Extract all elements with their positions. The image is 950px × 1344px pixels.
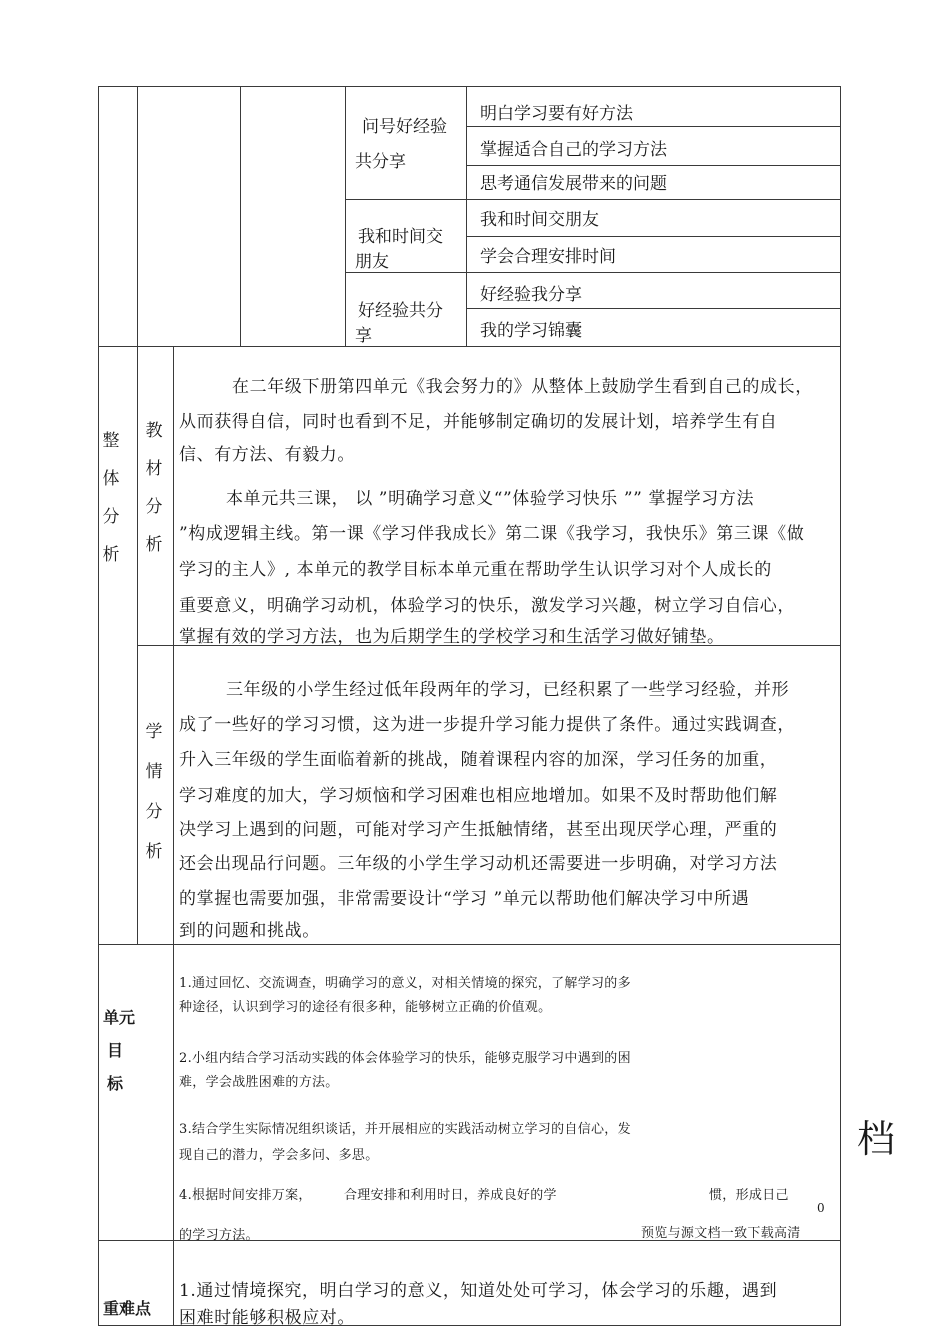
- group-item: 好经验我分享: [480, 285, 582, 305]
- learner-analysis-line: 还会出现品行问题。三年级的小学生学习动机还需要进一步明确，对学习方法: [179, 854, 778, 874]
- goal-4-right: 惯，形成日己: [709, 1188, 789, 1203]
- col-line: [173, 944, 174, 1326]
- overall-analysis-label: 整 体 分 析: [102, 431, 120, 565]
- key-points-line: 1.通过情境探究，明白学习的意义，知道处处可学习，体会学习的乐趣，遇到: [179, 1281, 778, 1301]
- textbook-paragraph-1-line: 在二年级下册第四单元《我会努力的》从整体上鼓励学生看到自己的成长，: [232, 377, 813, 397]
- row-line: [466, 165, 840, 166]
- row-line: [98, 944, 841, 945]
- preview-note: 预览与源文档一致下载高清: [641, 1226, 801, 1241]
- row-line: [466, 308, 840, 309]
- table-border-right: [840, 86, 841, 1326]
- learner-analysis-line: 升入三年级的学生面临着新的挑战，随着课程内容的加深，学习任务的加重，: [179, 750, 778, 770]
- side-watermark-char: 档: [857, 1117, 896, 1161]
- goal-1-line: 1.通过回忆、交流调查，明确学习的意义，对相关情境的探究，了解学习的多: [179, 976, 631, 991]
- col-line: [137, 86, 138, 346]
- col-line: [345, 86, 346, 346]
- page-number: 0: [817, 1201, 825, 1215]
- learner-analysis-line: 到的问题和挑战。: [179, 921, 320, 941]
- key-points-label: 重难点: [103, 1299, 152, 1318]
- table-border-left: [98, 86, 99, 1326]
- goal-3-line: 3.结合学生实际情况组织谈话，并开展相应的实践活动树立学习的自信心，发: [179, 1122, 631, 1137]
- learner-analysis-label: 学 情 分 析: [145, 722, 163, 862]
- unit-goals-label: 单元 目 标: [103, 1008, 136, 1093]
- group-title-1: 问号好经验: [362, 117, 447, 137]
- col-line: [466, 86, 467, 346]
- row-line: [466, 236, 840, 237]
- textbook-paragraph-2-line: 学习的主人》, 本单元的教学目标本单元重在帮助学生认识学习对个人成长的: [179, 560, 772, 580]
- key-points-line: 困难时能够积极应对。: [179, 1308, 355, 1328]
- group-item: 掌握适合自己的学习方法: [480, 140, 667, 160]
- table-border-top: [98, 86, 841, 87]
- row-line: [345, 272, 840, 273]
- learner-analysis-line: 决学习上遇到的问题，可能对学习产生抵触情绪，甚至出现厌学心理，严重的: [179, 820, 778, 840]
- goal-2-line: 2.小组内结合学习活动实践的体会体验学习的快乐，能够克服学习中遇到的困: [179, 1051, 631, 1066]
- learner-analysis-line: 成了一些好的学习习惯，这为进一步提升学习能力提供了条件。通过实践调查，: [179, 715, 795, 735]
- goal-1-line: 种途径，认识到学习的途径有很多种，能够树立正确的价值观。: [179, 1000, 552, 1015]
- row-line: [345, 199, 840, 200]
- col-line: [240, 86, 241, 346]
- learner-analysis-line: 学习难度的加大，学习烦恼和学习困难也相应地增加。如果不及时帮助他们解: [179, 786, 778, 806]
- textbook-paragraph-2-line: 重要意义，明确学习动机，体验学习的快乐，激发学习兴趣，树立学习自信心，: [179, 596, 795, 616]
- group-title-3-cont: 享: [355, 326, 372, 346]
- group-title-2-cont: 朋友: [355, 252, 389, 272]
- goal-4-end: 的学习方法。: [179, 1228, 259, 1243]
- goal-2-line: 难，学会战胜困难的方法。: [179, 1075, 339, 1090]
- group-item: 明白学习要有好方法: [480, 104, 633, 124]
- group-title-2: 我和时间交: [358, 227, 443, 247]
- textbook-analysis-label: 教 材 分 析: [145, 421, 163, 555]
- learner-analysis-line: 三年级的小学生经过低年段两年的学习，已经积累了一些学习经验，并形: [226, 680, 790, 700]
- group-item: 学会合理安排时间: [480, 247, 616, 267]
- row-line: [98, 346, 841, 347]
- group-item: 我的学习锦囊: [480, 321, 582, 341]
- textbook-paragraph-1-line: 从而获得自信，同时也看到不足，并能够制定确切的发展计划，培养学生有自: [179, 412, 778, 432]
- learner-analysis-line: 的掌握也需要加强，非常需要设计“学习 ”单元以帮助他们解决学习中所遇: [179, 889, 750, 909]
- goal-3-line: 现自己的潜力，学会多问、多思。: [179, 1148, 379, 1163]
- textbook-paragraph-2-line: 本单元共三课， 以 ”明确学习意义“”体验学习快乐 ”” 掌握学习方法: [226, 489, 755, 509]
- textbook-paragraph-2-line: 掌握有效的学习方法，也为后期学生的学校学习和生活学习做好铺垫。: [179, 627, 725, 647]
- row-line: [466, 126, 840, 127]
- textbook-paragraph-1-line: 信、有方法、有毅力。: [179, 445, 355, 465]
- goal-4-left: 4.根据时间安排万案，: [179, 1188, 312, 1203]
- group-item: 我和时间交朋友: [480, 210, 599, 230]
- group-title-1-cont: 共分享: [355, 152, 406, 172]
- group-title-3: 好经验共分: [358, 301, 443, 321]
- textbook-paragraph-2-line: ”构成逻辑主线。第一课《学习伴我成长》第二课《我学习，我快乐》第三课《做: [179, 524, 805, 544]
- group-item: 思考通信发展带来的问题: [480, 174, 667, 194]
- goal-4-mid: 合理安排和利用时日，养成良好的学: [344, 1188, 557, 1203]
